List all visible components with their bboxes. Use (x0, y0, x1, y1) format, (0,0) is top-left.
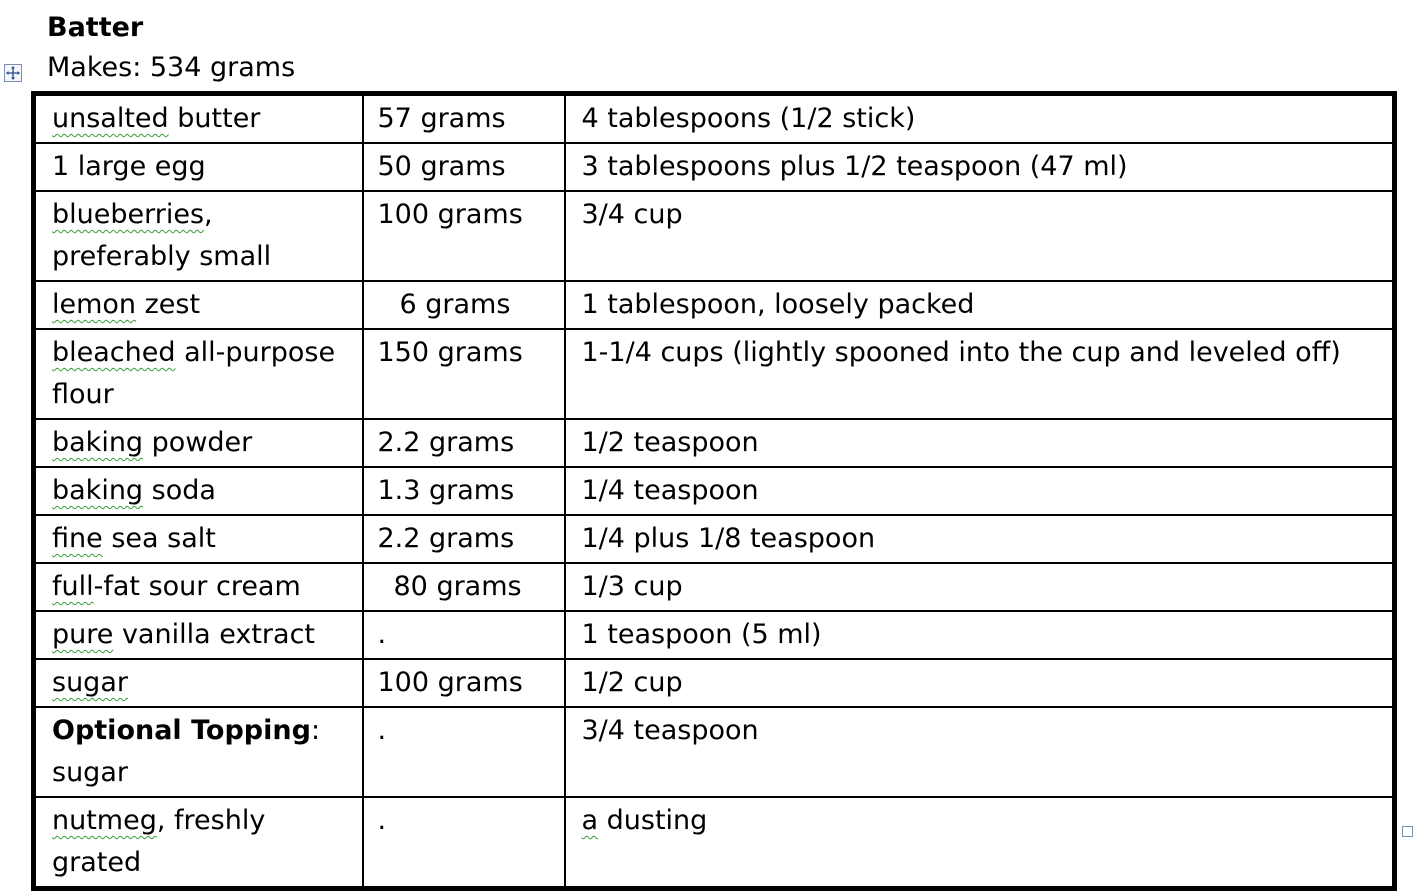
volume-cell[interactable]: 1/2 teaspoon (565, 419, 1395, 467)
weight-cell[interactable]: 2.2 grams (363, 515, 565, 563)
optional-topping-label: Optional Topping (52, 715, 311, 746)
table-row (34, 467, 1395, 515)
volume-cell[interactable]: 1-1/4 cups (lightly spooned into the cup and leveled off) (565, 329, 1395, 419)
volume-text: dusting (598, 805, 708, 836)
table-resize-handle[interactable] (1402, 826, 1413, 837)
weight-cell[interactable]: 50 grams (363, 143, 565, 191)
table-row (34, 191, 1395, 281)
ingredient-cell[interactable] (34, 191, 363, 281)
table-row (34, 281, 1395, 329)
ingredient-cell[interactable] (34, 611, 363, 659)
weight-cell[interactable]: 150 grams (363, 329, 565, 419)
ingredient-cell[interactable] (34, 419, 363, 467)
spellcheck-word[interactable]: blueberries (52, 199, 205, 230)
spellcheck-word[interactable]: sugar (52, 667, 128, 698)
weight-cell[interactable]: 100 grams (363, 191, 565, 281)
ingredient-cell[interactable] (34, 329, 363, 419)
table-row (34, 797, 1395, 889)
ingredient-cell[interactable] (34, 797, 363, 889)
ingredient-text: soda (143, 475, 216, 506)
weight-cell[interactable]: 57 grams (363, 94, 565, 144)
volume-cell[interactable]: 1/3 cup (565, 563, 1395, 611)
table-move-handle-icon[interactable] (4, 64, 22, 82)
weight-cell[interactable]: 100 grams (363, 659, 565, 707)
ingredient-text: vanilla extract (113, 619, 316, 650)
ingredient-cell[interactable] (34, 563, 363, 611)
volume-cell[interactable]: 1 teaspoon (5 ml) (565, 611, 1395, 659)
ingredient-cell[interactable] (34, 94, 363, 144)
ingredient-text: -fat sour cream (93, 571, 301, 602)
table-row (34, 515, 1395, 563)
volume-cell[interactable]: 1/4 teaspoon (565, 467, 1395, 515)
yield-line: Makes: 534 grams (47, 52, 296, 83)
section-heading: Batter (47, 12, 144, 43)
volume-cell[interactable]: 1/2 cup (565, 659, 1395, 707)
volume-cell[interactable]: 3 tablespoons plus 1/2 teaspoon (47 ml) (565, 143, 1395, 191)
ingredient-cell[interactable] (34, 707, 363, 797)
table-row (34, 94, 1395, 144)
spellcheck-word[interactable]: baking (52, 475, 144, 506)
spellcheck-word[interactable]: pure (52, 619, 114, 650)
ingredient-text: sea salt (102, 523, 216, 554)
ingredient-text: : sugar (52, 715, 321, 788)
volume-cell[interactable]: 3/4 cup (565, 191, 1395, 281)
spellcheck-word[interactable]: full (52, 571, 94, 602)
ingredients-table (31, 91, 1397, 891)
ingredient-text: zest (136, 289, 201, 320)
ingredient-text: 1 large egg (52, 151, 206, 182)
ingredient-cell[interactable] (34, 515, 363, 563)
weight-cell[interactable]: 2.2 grams (363, 419, 565, 467)
ingredient-text: , preferably small (52, 199, 272, 272)
volume-cell[interactable]: 1 tablespoon, loosely packed (565, 281, 1395, 329)
table-row (34, 419, 1395, 467)
spellcheck-word[interactable]: lemon (52, 289, 137, 320)
spellcheck-word[interactable]: baking (52, 427, 144, 458)
weight-cell[interactable]: . (363, 707, 565, 797)
ingredient-text: all-purpose flour (52, 337, 336, 410)
spellcheck-word[interactable]: fine (52, 523, 103, 554)
spellcheck-word[interactable]: nutmeg (52, 805, 157, 836)
table-row (34, 659, 1395, 707)
weight-cell[interactable]: 80 grams (363, 563, 565, 611)
table-row (34, 611, 1395, 659)
weight-cell[interactable]: 1.3 grams (363, 467, 565, 515)
spellcheck-word[interactable]: a (581, 805, 599, 836)
table-row (34, 563, 1395, 611)
ingredient-cell[interactable] (34, 281, 363, 329)
table-row (34, 143, 1395, 191)
volume-cell[interactable]: 1/4 plus 1/8 teaspoon (565, 515, 1395, 563)
ingredient-cell[interactable] (34, 659, 363, 707)
volume-cell[interactable]: 4 tablespoons (1/2 stick) (565, 94, 1395, 144)
table-row (34, 707, 1395, 797)
ingredient-cell[interactable] (34, 467, 363, 515)
table-row (34, 329, 1395, 419)
spellcheck-word[interactable]: unsalted (52, 103, 169, 134)
ingredient-text: , freshly grated (52, 805, 266, 878)
weight-cell[interactable]: . (363, 611, 565, 659)
ingredient-text: butter (168, 103, 261, 134)
volume-cell[interactable]: 3/4 teaspoon (565, 707, 1395, 797)
spellcheck-word[interactable]: bleached (52, 337, 176, 368)
volume-cell[interactable] (565, 797, 1395, 889)
weight-cell[interactable]: . (363, 797, 565, 889)
ingredient-cell[interactable] (34, 143, 363, 191)
ingredient-text: powder (143, 427, 253, 458)
weight-cell[interactable]: 6 grams (363, 281, 565, 329)
